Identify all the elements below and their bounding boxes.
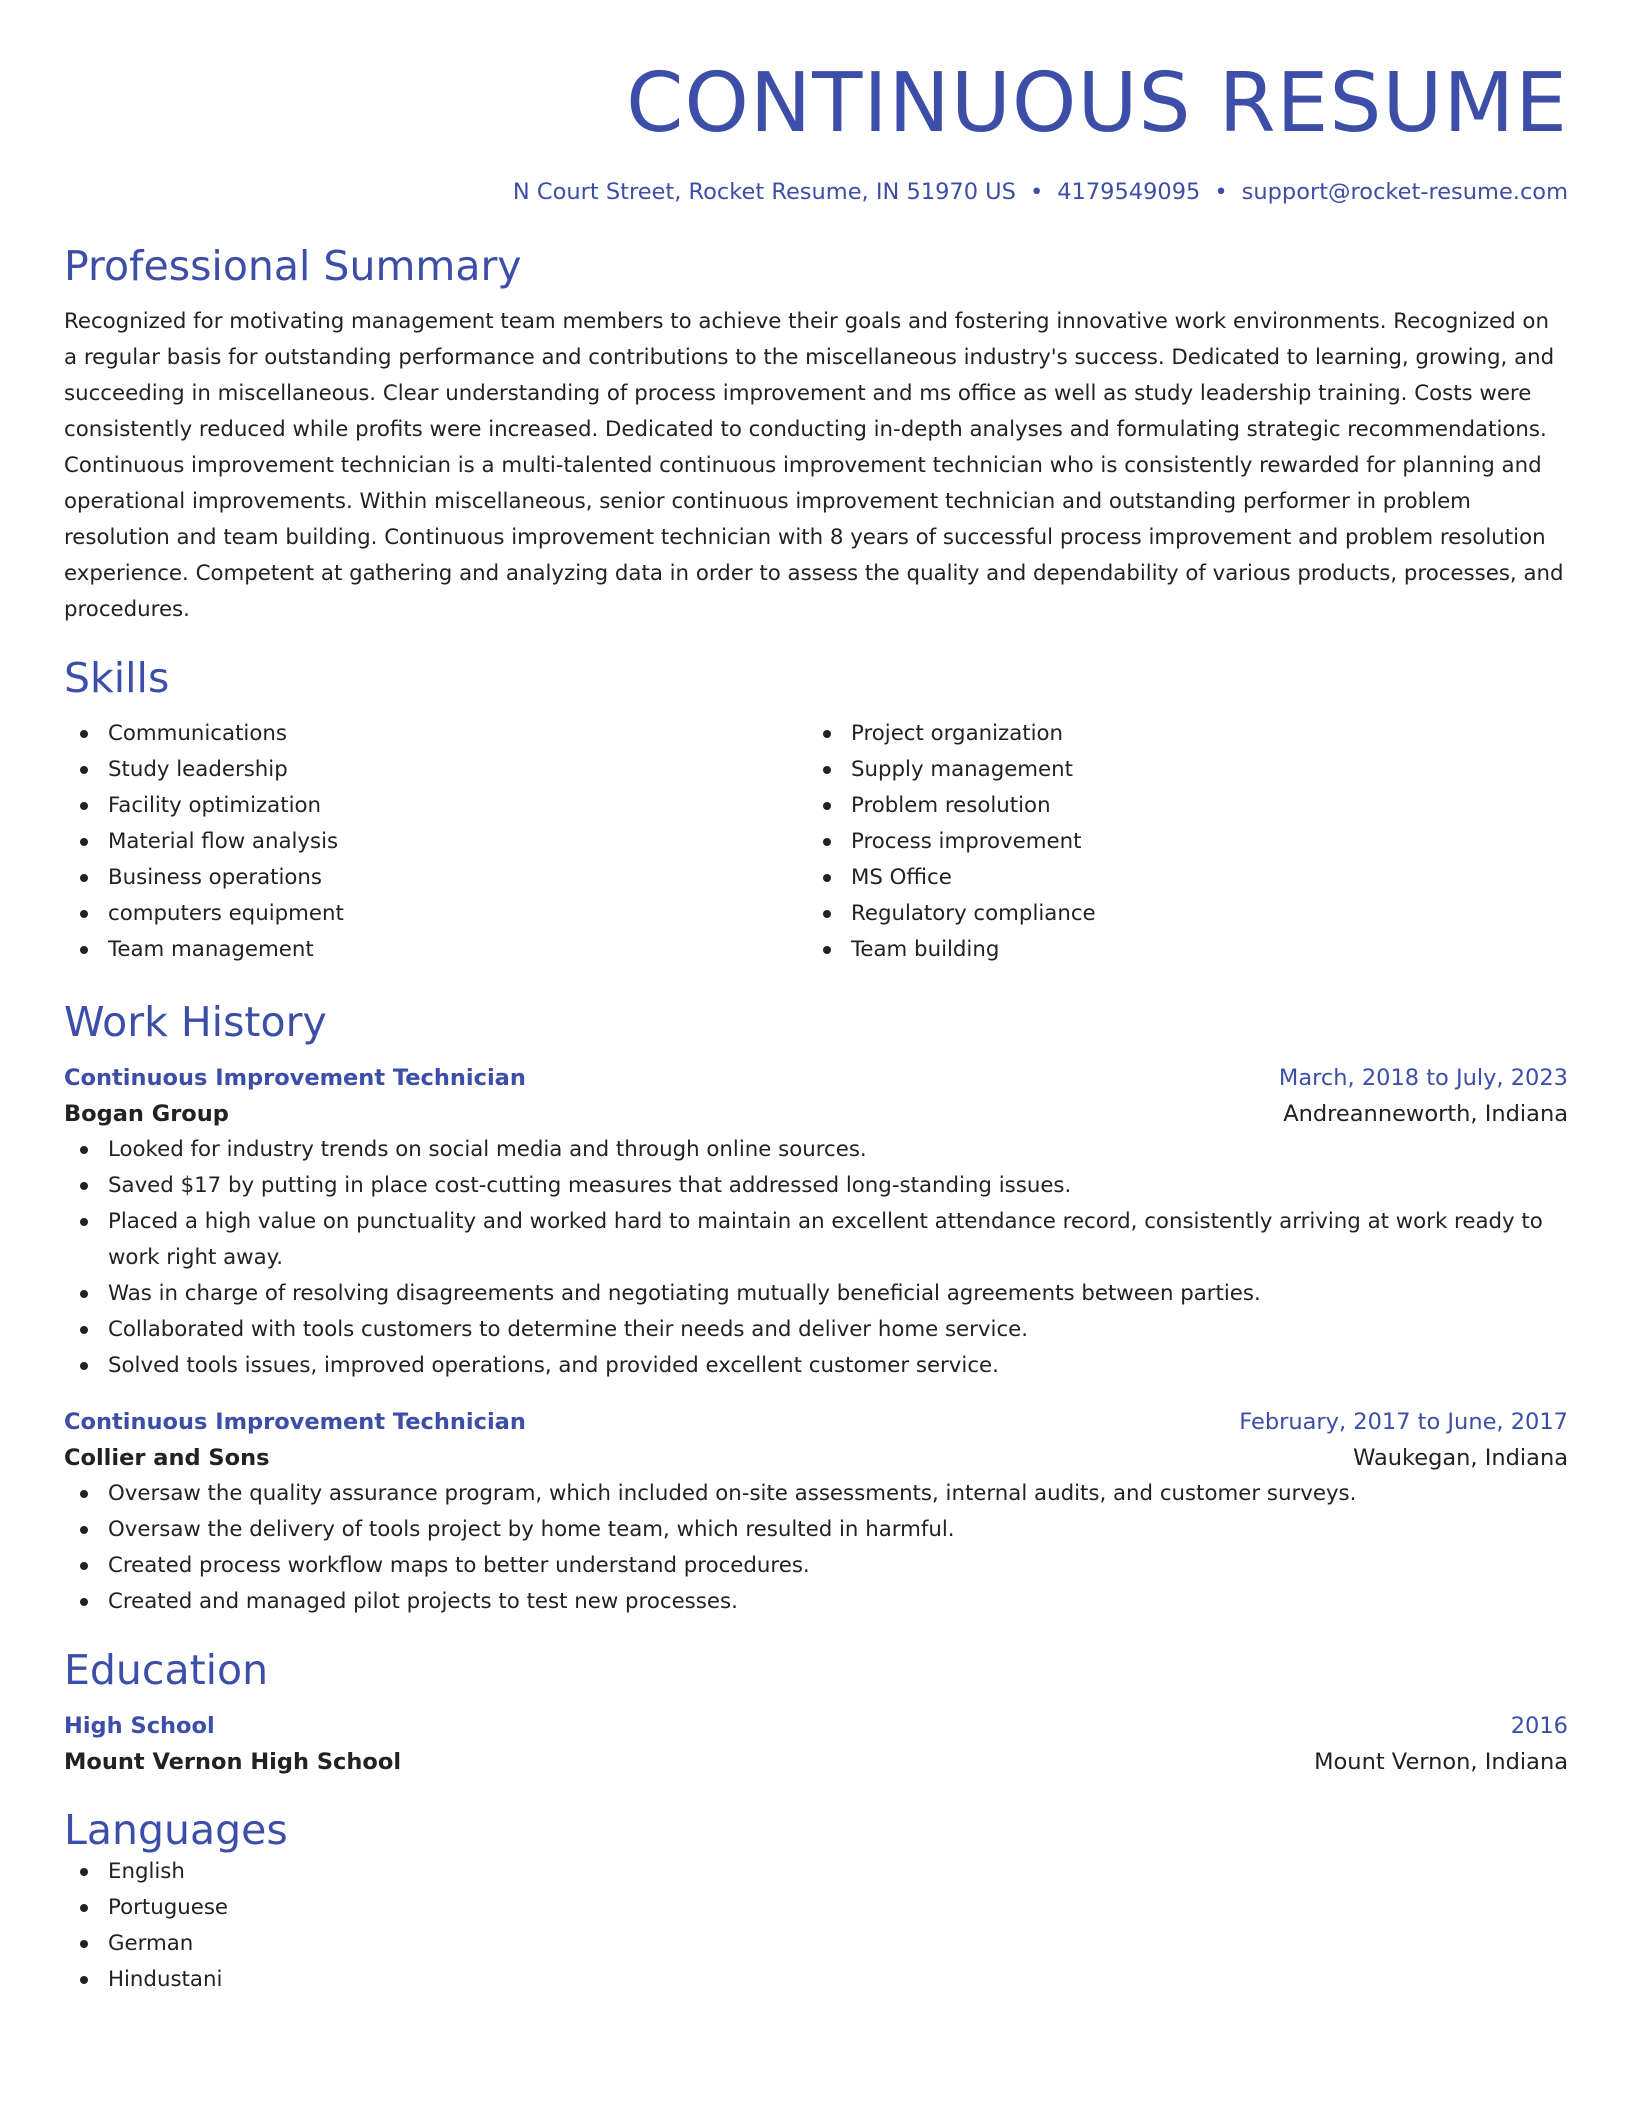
education-year: 2016 xyxy=(1510,1713,1568,1739)
skills-grid xyxy=(64,716,1568,968)
skill-item: Team building xyxy=(807,932,1550,968)
contact-email: support@rocket-resume.com xyxy=(1241,179,1568,205)
skill-item: MS Office xyxy=(807,860,1550,896)
skills-heading: Skills xyxy=(64,654,170,702)
job-company-row xyxy=(64,1096,1568,1132)
job-entry xyxy=(64,1060,1568,1384)
education-location: Mount Vernon, Indiana xyxy=(1314,1749,1568,1775)
job-dates: February, 2017 to June, 2017 xyxy=(1239,1409,1568,1435)
job-dates: March, 2018 to July, 2023 xyxy=(1278,1065,1568,1091)
job-bullet: Oversaw the quality assurance program, which included on-site assessments, internal audits, and customer surveys. xyxy=(64,1476,1568,1512)
contact-separator: • xyxy=(1029,179,1044,205)
skill-item: Study leadership xyxy=(64,752,807,788)
skill-item: Problem resolution xyxy=(807,788,1550,824)
summary-heading: Professional Summary xyxy=(64,242,522,290)
language-item: German xyxy=(64,1926,1568,1962)
summary-section xyxy=(64,242,1568,628)
job-role: Continuous Improvement Technician xyxy=(64,1065,526,1091)
job-company: Bogan Group xyxy=(64,1101,229,1127)
education-school: Mount Vernon High School xyxy=(64,1749,402,1775)
contact-address: N Court Street, Rocket Resume, IN 51970 US xyxy=(512,179,1016,205)
languages-heading: Languages xyxy=(64,1806,288,1854)
job-company: Collier and Sons xyxy=(64,1445,270,1471)
work-history-section xyxy=(64,998,1568,1620)
job-role: Continuous Improvement Technician xyxy=(64,1409,526,1435)
job-bullet: Saved $17 by putting in place cost-cutting measures that addressed long-standing issues. xyxy=(64,1168,1568,1204)
languages-list xyxy=(64,1854,1568,1998)
job-bullet: Solved tools issues, improved operations, and provided excellent customer service. xyxy=(64,1348,1568,1384)
resume-header xyxy=(64,0,1568,208)
job-bullet: Was in charge of resolving disagreements and negotiating mutually beneficial agreements between parties. xyxy=(64,1276,1568,1312)
education-degree-row xyxy=(64,1708,1568,1744)
job-company-row xyxy=(64,1440,1568,1476)
education-heading: Education xyxy=(64,1646,269,1694)
job-title-row xyxy=(64,1060,1568,1096)
education-section xyxy=(64,1646,1568,1780)
languages-section xyxy=(64,1806,1568,1998)
job-location: Andreanneworth, Indiana xyxy=(1283,1101,1568,1127)
skill-item: Process improvement xyxy=(807,824,1550,860)
skill-item: Material flow analysis xyxy=(64,824,807,860)
skill-item: Facility optimization xyxy=(64,788,807,824)
skills-list-right xyxy=(807,716,1550,968)
contact-line xyxy=(64,176,1568,208)
job-bullet: Oversaw the delivery of tools project by home team, which resulted in harmful. xyxy=(64,1512,1568,1548)
education-degree: High School xyxy=(64,1713,215,1739)
job-bullet: Created process workflow maps to better understand procedures. xyxy=(64,1548,1568,1584)
job-title-row xyxy=(64,1404,1568,1440)
language-item: Portuguese xyxy=(64,1890,1568,1926)
job-entry xyxy=(64,1404,1568,1620)
education-school-row xyxy=(64,1744,1568,1780)
job-bullet: Placed a high value on punctuality and worked hard to maintain an excellent attendance record, consistently arriving at work ready to work right away. xyxy=(64,1204,1568,1276)
work-history-heading: Work History xyxy=(64,998,327,1046)
candidate-name: CONTINUOUS RESUME xyxy=(626,56,1568,151)
job-bullet-list xyxy=(64,1132,1568,1384)
skill-item: Communications xyxy=(64,716,807,752)
job-bullet: Collaborated with tools customers to determine their needs and deliver home service. xyxy=(64,1312,1568,1348)
skill-item: Regulatory compliance xyxy=(807,896,1550,932)
skills-section xyxy=(64,654,1568,968)
job-location: Waukegan, Indiana xyxy=(1353,1445,1568,1471)
language-item: Hindustani xyxy=(64,1962,1568,1998)
language-item: English xyxy=(64,1854,1568,1890)
job-bullet: Created and managed pilot projects to test new processes. xyxy=(64,1584,1568,1620)
skill-item: Team management xyxy=(64,932,807,968)
skill-item: Supply management xyxy=(807,752,1550,788)
contact-separator: • xyxy=(1214,179,1228,205)
job-bullet-list xyxy=(64,1476,1568,1620)
skills-column-right xyxy=(807,716,1550,968)
skills-column-left xyxy=(64,716,807,968)
skills-list-left xyxy=(64,716,807,968)
skill-item: Project organization xyxy=(807,716,1550,752)
summary-text: Recognized for motivating management team members to achieve their goals and fostering innovative work environments. Recognized on a regular basis for outstanding performance and contributions to the miscellaneous industry's success. Dedicated to learning, growing, and succeeding in miscellaneous. Clear understanding of process improvement and ms office as well as study leadership training. Costs were consistently reduced while profits were increased. Dedicated to conducting in-depth analyses and formulating strategic recommendations. Continuous improvement technician is a multi-talented continuous improvement technician who is consistently rewarded for planning and operational improvements. Within miscellaneous, senior continuous improvement technician and outstanding performer in problem resolution and team building. Continuous improvement technician with 8 years of successful process improvement and problem resolution experience. Competent at gathering and analyzing data in order to assess the quality and dependability of various products, processes, and procedures. xyxy=(64,309,1564,622)
job-bullet: Looked for industry trends on social media and through online sources. xyxy=(64,1132,1568,1168)
skill-item: computers equipment xyxy=(64,896,807,932)
contact-phone: 4179549095 xyxy=(1057,179,1201,205)
skill-item: Business operations xyxy=(64,860,807,896)
